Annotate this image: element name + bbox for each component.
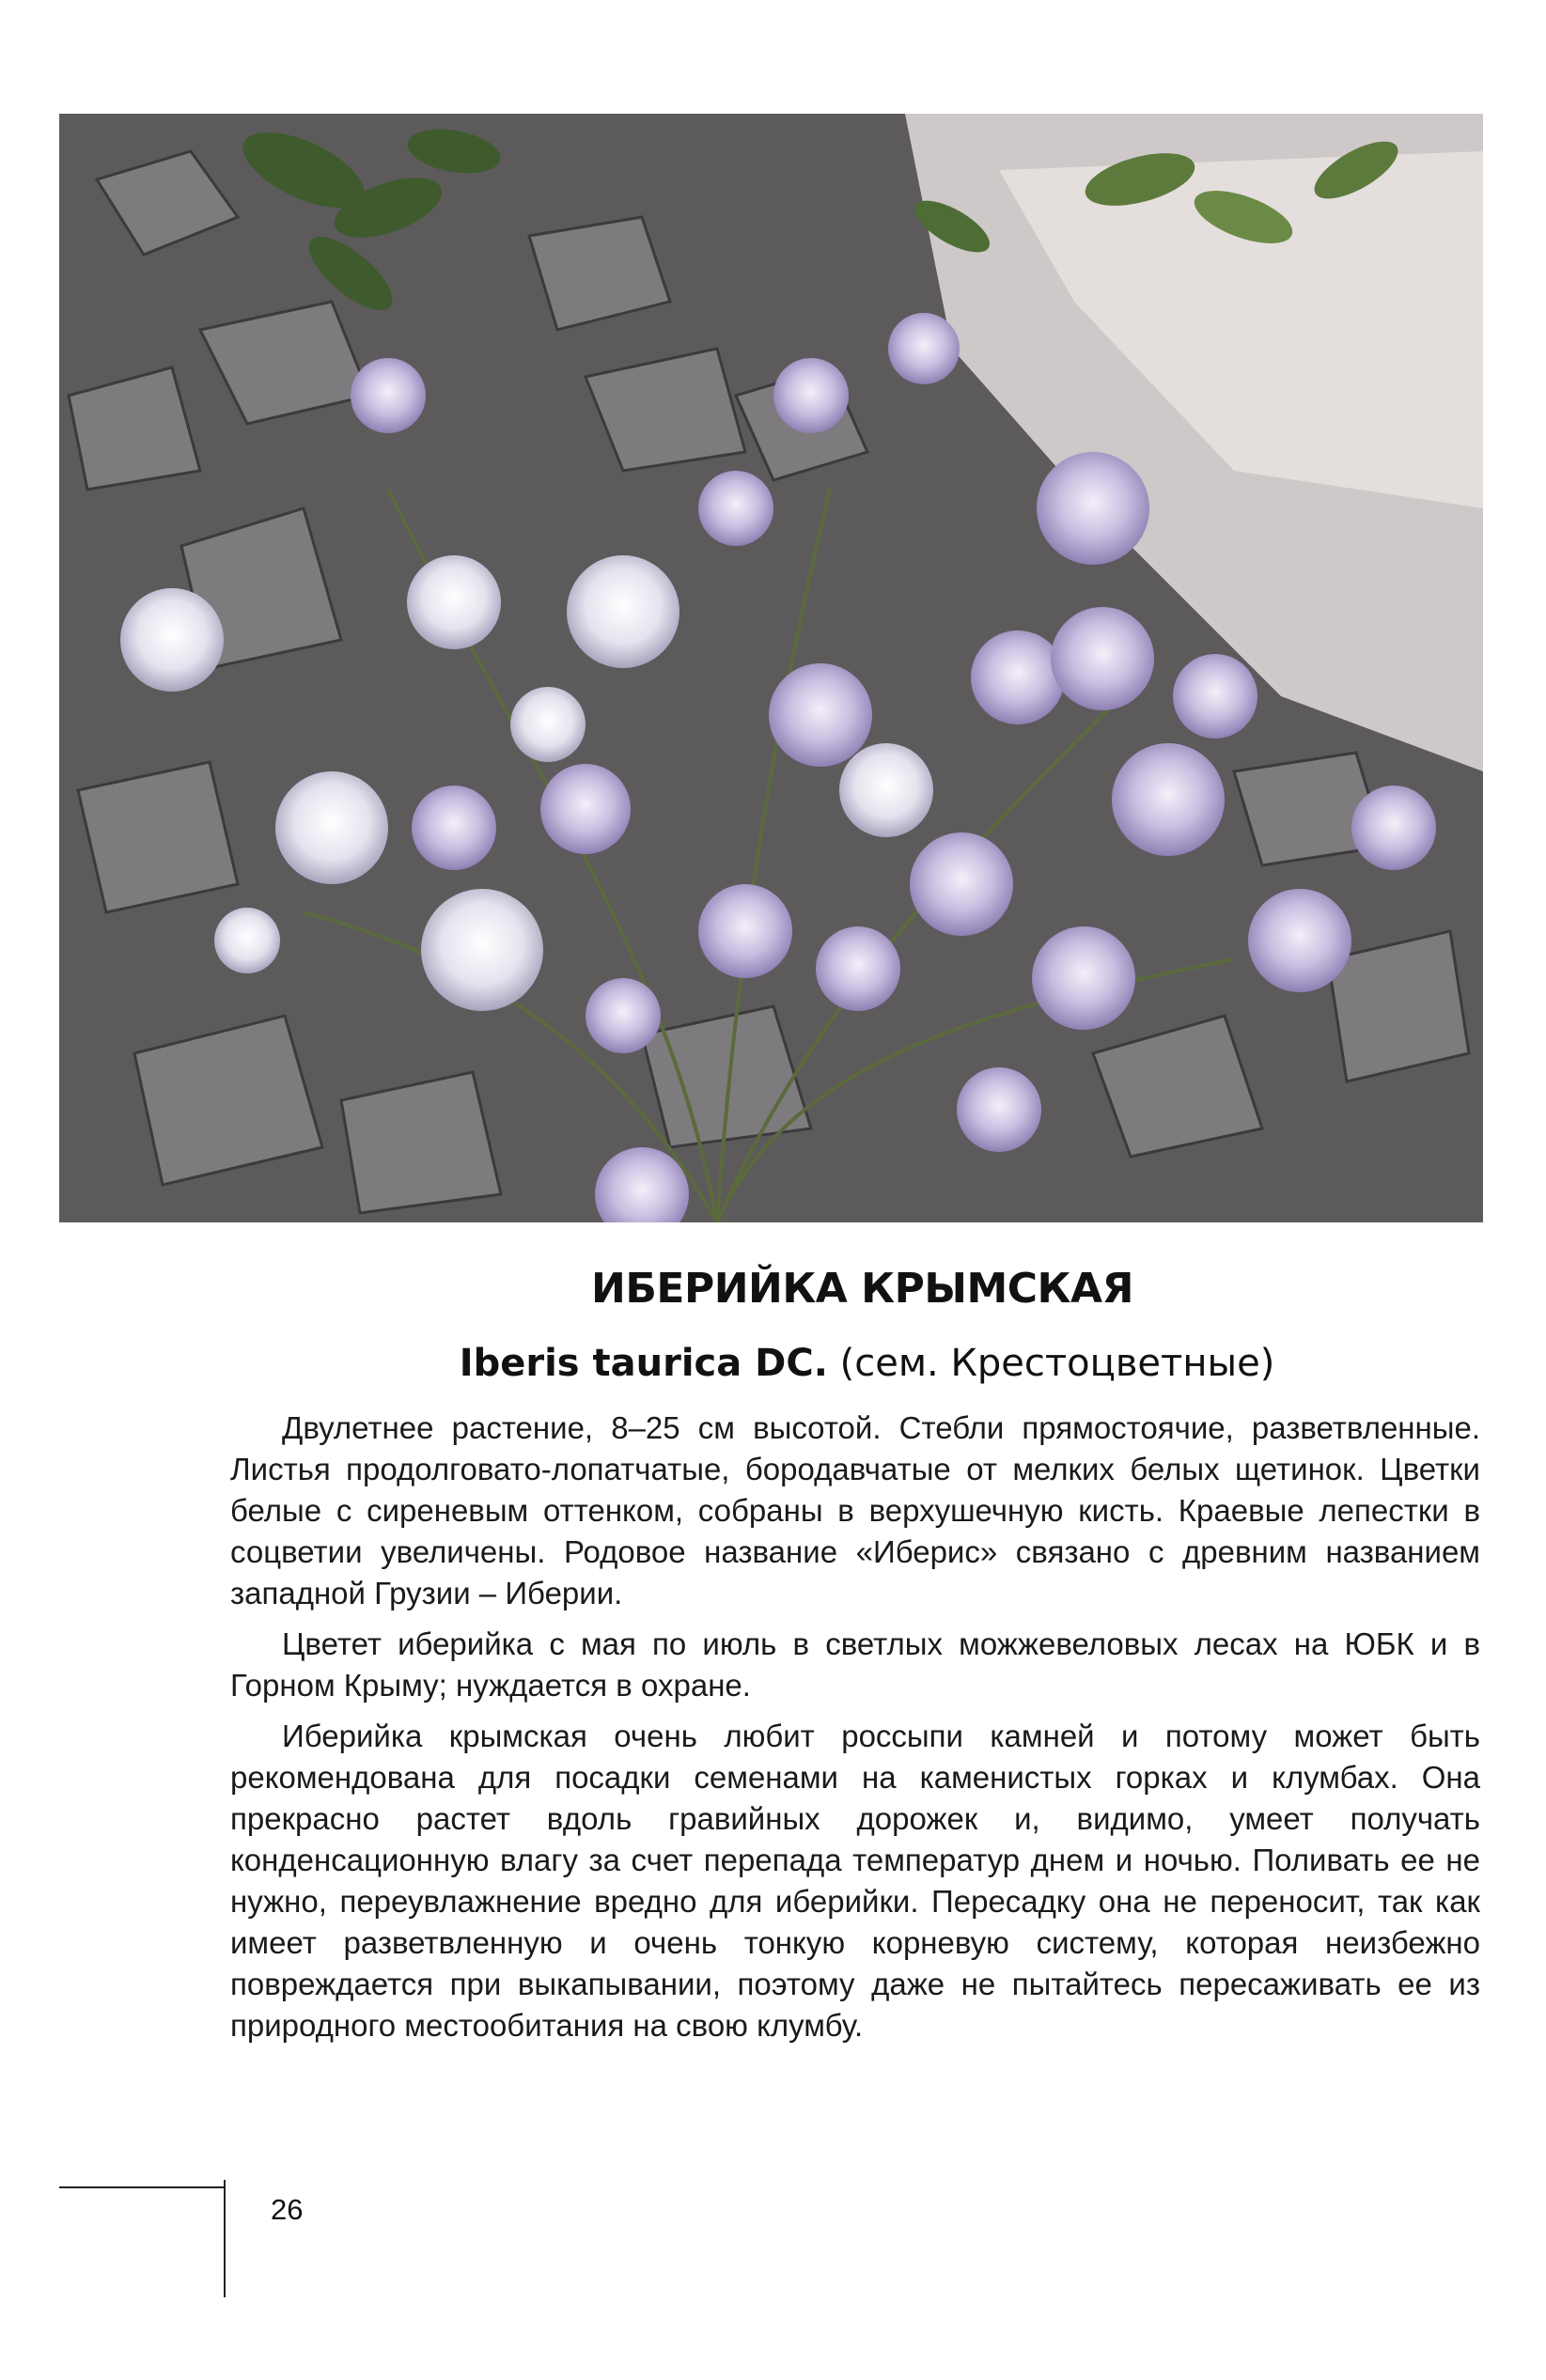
footer-rule-horizontal (59, 2186, 226, 2188)
latin-name: Iberis taurica DC. (459, 1342, 828, 1385)
plant-photo (59, 114, 1483, 1222)
family-name: (сем. Крестоцветные) (839, 1342, 1275, 1385)
page-title: ИБЕРИЙКА КРЫМСКАЯ (591, 1265, 1133, 1313)
page-number: 26 (271, 2193, 304, 2226)
paragraph: Двулетнее растение, 8–25 см высотой. Стебли прямостоячие, разветвленные. Листья продолговато-лопатчатые, бородавчатые от мелких белых щетинок. Цветки белые с сиреневым оттенком, собраны в верхушечную кисть. Краевые лепестки в соцветии увеличены. Родовое название «Иберис» связано с древним названием западной Грузии – Иберии. (230, 1410, 1480, 1610)
photo-illustration (59, 114, 1483, 1222)
description-text (230, 1408, 1480, 2056)
paragraph: Цветет иберийка с мая по июль в светлых можжевеловых лесах на ЮБК и в Горном Крыму; нуждается в охране. (230, 1626, 1480, 1703)
species-subtitle (0, 1342, 1546, 1385)
footer-rule-vertical (224, 2180, 226, 2297)
paragraph: Иберийка крымская очень любит россыпи камней и потому может быть рекомендована для посадки семенами на каменистых горках и клумбах. Она прекрасно растет вдоль гравийных дорожек и, видимо, умеет получать конденсационную влагу за счет перепада температур днем и ночью. Поливать ее не нужно, переувлажнение вредно для иберийки. Пересадку она не переносит, так как имеет разветвленную и очень тонкую корневую систему, которая неизбежно повреждается при выкапывании, поэтому даже не пытайтесь пересаживать ее из природного местообитания на свою клумбу. (230, 1719, 1480, 2043)
